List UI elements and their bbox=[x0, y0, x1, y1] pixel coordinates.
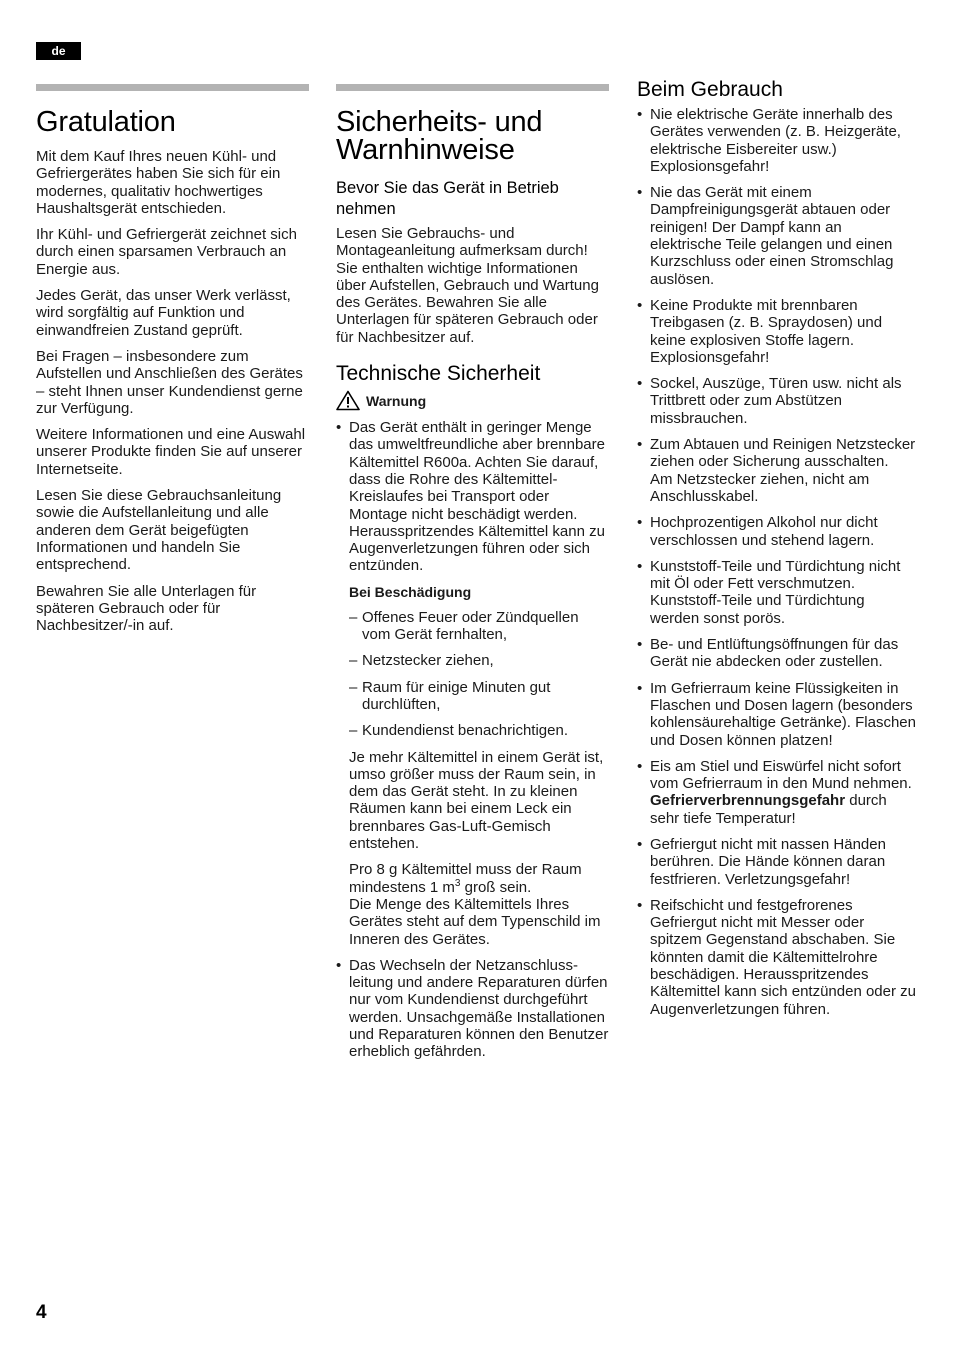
list-item-text: Am Netzstecker ziehen, nicht am Anschlusskabel. bbox=[650, 470, 870, 505]
paragraph-text: groß sein. bbox=[460, 878, 532, 896]
section-rule bbox=[36, 84, 309, 91]
warning-triangle-icon bbox=[336, 390, 360, 411]
list-item bbox=[637, 436, 917, 505]
paragraph: Lesen Sie diese Gebrauchsanleitung sowie die Aufstellanleitung und alle anderen dem Gerät beigefügten Informationen und handeln Sie entsprechend. bbox=[36, 487, 282, 574]
warning-row bbox=[336, 390, 609, 411]
paragraph: Je mehr Kältemittel in einem Gerät ist, umso größer muss der Raum sein, in dem das Gerät steht. In zu kleinen Räumen kann bei einem Leck ein brennbares Gas-Luft-Gemisch entstehen. bbox=[349, 748, 604, 853]
bullet-list bbox=[336, 419, 609, 1061]
paragraph-text: Pro 8 g Kältemittel muss der Raum mindestens 1 m bbox=[349, 861, 582, 896]
list-item: • Be- und Entlüftungsöffnungen für das Gerät nie abdecken oder zustellen. bbox=[637, 636, 917, 671]
section-rule bbox=[336, 84, 609, 91]
dash-list bbox=[349, 609, 609, 740]
list-item: • Gefriergut nicht mit nassen Händen berühren. Die Hände können daran festfrieren. Verletzungsgefahr! bbox=[637, 836, 917, 888]
paragraph: Jedes Gerät, das unser Werk verlässt, wird sorgfältig auf Funktion und einwandfreien Zustand geprüft. bbox=[36, 287, 291, 339]
paragraph: Bei Fragen – insbesondere zum Aufstellen und Anschließen des Gerätes – steht Ihnen unser Kundendienst gerne zur Verfügung. bbox=[36, 347, 303, 417]
section-title: Gratulation bbox=[36, 106, 176, 138]
list-item: • Nie das Gerät mit einem Dampfreinigungsgerät abtauen oder reinigen! Der Dampf kann an elektrische Teile gelangen und einen Kurzschluss oder einen Stromschlag auslösen. bbox=[637, 184, 917, 288]
warning-label: Warnung bbox=[366, 392, 427, 409]
section-title: Sicherheits- und Warnhinweise bbox=[336, 106, 543, 166]
paragraph: Lesen Sie Gebrauchs- und Montageanleitung aufmerksam durch! Sie enthalten wichtige Informationen über Aufstellen, Gebrauch und Wartung des Gerätes. Bewahren Sie alle Unterlagen für späteren Gebrauch oder für Nachbesitzer auf. bbox=[336, 225, 599, 346]
bullet-list bbox=[637, 106, 917, 1018]
list-item: – Raum für einige Minuten gut durchlüften, bbox=[349, 679, 609, 714]
indent-block bbox=[349, 749, 609, 948]
paragraph: Ihr Kühl- und Gefriergerät zeichnet sich durch einen sparsamen Verbrauch an Energie aus. bbox=[36, 226, 297, 278]
list-item bbox=[637, 758, 917, 827]
section-heading: Beim Gebrauch bbox=[637, 78, 783, 101]
list-item: – Netzstecker ziehen, bbox=[349, 652, 609, 669]
paragraph: Mit dem Kauf Ihres neuen Kühl- und Gefriergerätes haben Sie sich für ein modernes, qualitativ hochwertiges Haushaltsgerät entschieden. bbox=[36, 148, 281, 217]
paragraph: Bewahren Sie alle Unterlagen für späteren Gebrauch oder für Nachbesitzer/-in auf. bbox=[36, 582, 257, 635]
paragraph bbox=[349, 861, 609, 896]
list-item: • Im Gefrierraum keine Flüssigkeiten in Flaschen und Dosen lagern (besonders kohlensäurehaltige Getränke). Flaschen und Dosen können platzen! bbox=[637, 680, 917, 749]
list-item-bold: Gefrierverbrennungsgefahr bbox=[650, 792, 846, 810]
list-item: • Das Wechseln der Netzanschluss-leitung und andere Reparaturen dürfen nur vom Kundendienst durchgeführt werden. Unsachgemäße Installationen und Reparaturen können den Benutzer erheblich gefährden. bbox=[336, 957, 609, 1061]
superscript: 3 bbox=[454, 877, 461, 889]
column-usage bbox=[637, 78, 917, 1027]
list-item bbox=[336, 419, 609, 948]
column-gratulation bbox=[36, 84, 309, 643]
list-item-text: Zum Abtauen und Reinigen Netzstecker ziehen oder Sicherung ausschalten. bbox=[650, 436, 916, 471]
list-item: • Hochprozentigen Alkohol nur dicht verschlossen und stehend lagern. bbox=[637, 514, 917, 549]
language-badge: de bbox=[36, 42, 81, 60]
subsection-heading: Technische Sicherheit bbox=[336, 362, 541, 386]
paragraph: Die Menge des Kältemittels Ihres Gerätes steht auf dem Typenschild im Inneren des Gerätes. bbox=[349, 895, 601, 948]
list-item: – Offenes Feuer oder Zündquellen vom Gerät fernhalten, bbox=[349, 609, 609, 644]
subsection-heading: Bevor Sie das Gerät in Betrieb nehmen bbox=[336, 179, 559, 218]
list-item: • Nie elektrische Geräte innerhalb des Gerätes verwenden (z. B. Heizgeräte, elektrische Eisbereiter usw.) Explosionsgefahr! bbox=[637, 106, 917, 175]
column-safety bbox=[336, 84, 609, 1070]
list-item: • Keine Produkte mit brennbaren Treibgasen (z. B. Spraydosen) und keine explosiven Stoffe lagern. Explosionsgefahr! bbox=[637, 297, 917, 366]
damage-heading: Bei Beschädigung bbox=[349, 583, 472, 600]
list-item-text: Eis am Stiel und Eiswürfel nicht sofort vom Gefrierraum in den Mund nehmen. bbox=[650, 757, 912, 793]
list-item: • Reifschicht und festgefrorenes Gefriergut nicht mit Messer oder spitzem Gegenstand abschaben. Sie könnten damit die Kältemittelrohre beschädigen. Herausspritzendes Kältemittel kann sich entzünden oder zu Augenverletzungen führen. bbox=[637, 897, 917, 1018]
list-item-text: durch sehr tiefe Temperatur! bbox=[650, 792, 887, 827]
list-item: • Kunststoff-Teile und Türdichtung nicht mit Öl oder Fett verschmutzen. Kunststoff-Teile und Türdichtung werden sonst porös. bbox=[637, 558, 917, 627]
list-item-text: Das Gerät enthält in geringer Menge das umweltfreundliche aber brennbare Kältemittel R600a. Achten Sie darauf, dass die Rohre des Kältemittel-Kreislaufes bei Transport oder Montage nicht beschädigt werden. Herausspritzendes Kältemittel kann zu Augenverletzungen führen oder sich entzünden. bbox=[349, 419, 605, 575]
paragraph: Weitere Informationen und eine Auswahl unserer Produkte finden Sie auf unserer Internetseite. bbox=[36, 426, 306, 478]
list-item: – Kundendienst benachrichtigen. bbox=[349, 722, 609, 739]
list-item: • Sockel, Auszüge, Türen usw. nicht als Trittbrett oder zum Abstützen missbrauchen. bbox=[637, 375, 917, 427]
page-number: 4 bbox=[36, 1302, 47, 1323]
